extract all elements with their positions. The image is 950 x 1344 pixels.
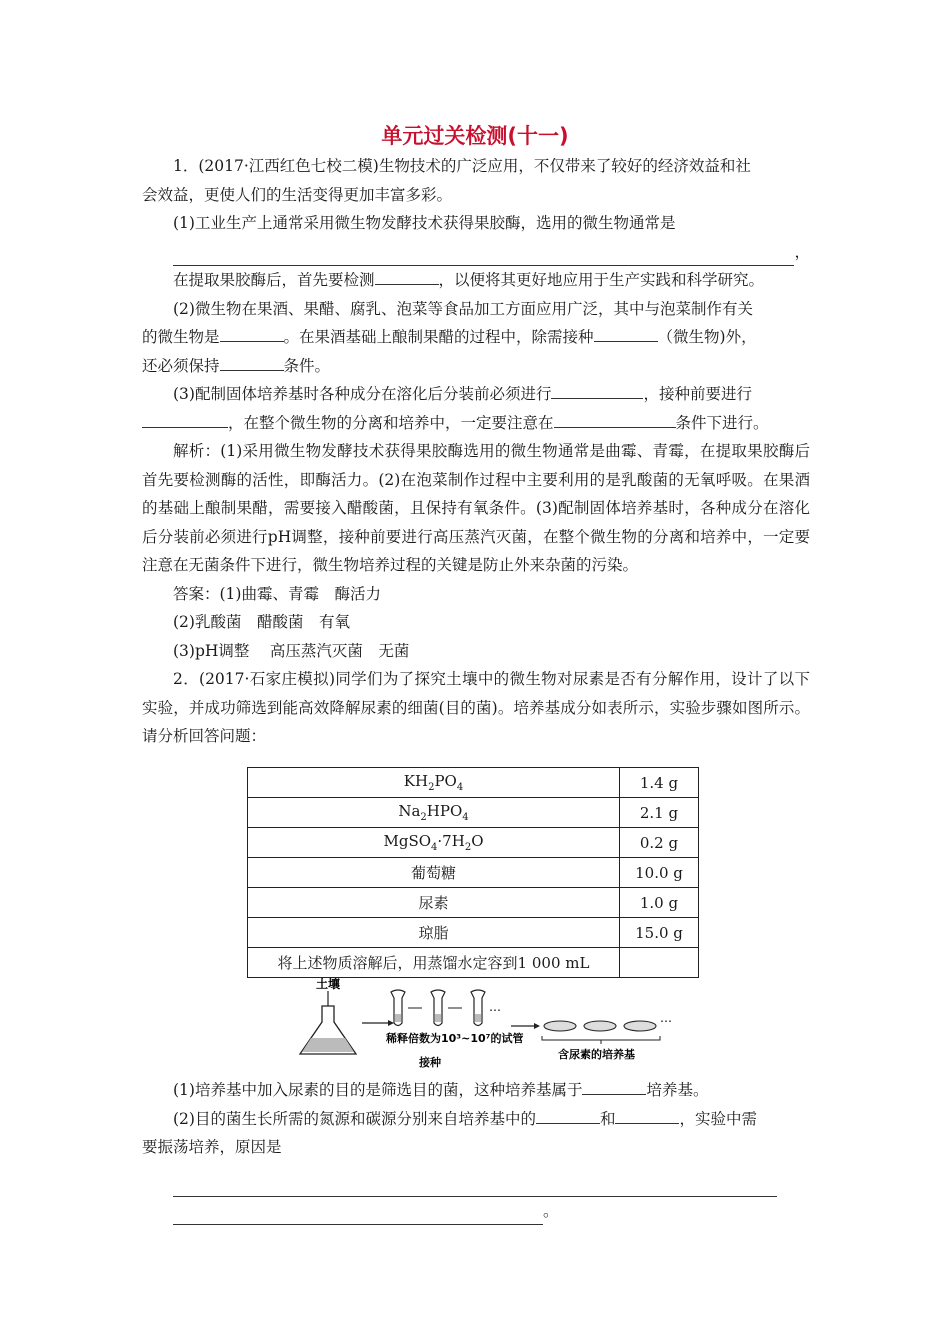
medium-composition-table [247,767,699,978]
q1-part2-line2 [142,323,810,352]
table-row [248,798,699,828]
q1-part2-text-d: 还必须保持 [142,356,220,375]
q1-part1b [142,266,810,295]
table-cell-amount: 10.0 g [620,858,699,888]
question-2-parts [142,1076,810,1225]
q1-blank-aseptic[interactable] [554,409,676,428]
q1-blank-enzyme-test[interactable] [375,266,439,285]
q2-answer-row-2 [142,1197,810,1226]
q1-answer-1: 答案：(1)曲霉、青霉 酶活力 [173,584,381,603]
plates-label: 含尿素的培养基 [558,1048,635,1061]
q1-part1 [142,209,810,238]
table-cell-name: $Na_2HPO_4$ [248,798,620,828]
table-row [248,948,699,978]
q1-blank-sterilize[interactable] [142,409,228,428]
table-row [248,918,699,948]
arrowhead-icon [388,1020,394,1026]
q1-stem-line1: 1．(2017·江西红色七校二模)生物技术的广泛应用，不仅带来了较好的经济效益和社 [173,157,751,175]
q2-answer-line-1[interactable] [173,1174,777,1197]
q2-part2 [142,1105,810,1134]
q2-part1-text-b: 培养基。 [646,1081,709,1099]
q2-part1-text-a: (1)培养基中加入尿素的目的是筛选目的菌，这种培养基属于 [173,1081,583,1099]
q1-analysis: 解析：(1)采用微生物发酵技术获得果胶酶选用的微生物通常是曲霉、青霉，在提取果胶酶后首先要检测酶的活性，即酶活力。(2)在泡菜制作过程中主要利用的是乳酸菌的无氧呼吸。在果酒的基础上酿制果醋，需要接入醋酸菌，且保持有氧条件。(3)配制固体培养基时，各种成分在溶化后分装前必须进行pH调整，接种前要进行高压蒸汽灭菌，在整个微生物的分离和培养中，一定要注意在无菌条件下进行，微生物培养过程的关键是防止外来杂菌的污染。 [142,442,810,574]
q2-blank-carbon[interactable] [615,1105,679,1124]
q1-part2-text-b: 。在果酒基础上酿制果醋的过程中，除需接种 [283,328,594,346]
table-row [248,768,699,798]
table-cell-name: $KH_2PO_4$ [248,768,620,798]
table-cell-amount [620,948,699,978]
q2-part2-text-b: 和 [599,1109,616,1128]
q1-part1b-text-b: ，以便将其更好地应用于生产实践和科学研究。 [438,271,765,289]
q1-stem [142,152,810,209]
q1-part2-line1: (2)微生物在果酒、果醋、腐乳、泡菜等食品加工方面应用广泛，其中与泡菜制作有关 [173,299,753,318]
soil-label: 土壤 [316,978,341,991]
table-cell-name: 尿素 [248,888,620,918]
tubes-label: 稀释倍数为10³~10⁷的试管 [386,1032,524,1045]
q2-part2-text-c: ，实验中需 [679,1109,757,1128]
q2-part2-text-a: (2)目的菌生长所需的氮源和碳源分别来自培养基中的 [173,1109,536,1128]
table-cell-amount: 0.2 g [620,828,699,858]
q2-blank-nitrogen[interactable] [536,1105,600,1124]
q2-answer-period: 。 [543,1201,559,1220]
q1-part2-text-a: 的微生物是 [142,328,220,346]
q1-part1-answer-line[interactable] [173,243,794,266]
table-row [248,828,699,858]
page-title: 单元过关检测(十一) [381,124,569,148]
flask-icon [300,991,356,1054]
table-cell-amount: 1.0 g [620,888,699,918]
q2-part2-line2: 要振荡培养，原因是 [142,1138,282,1156]
q1-part3-text-b: ，接种前要进行 [643,385,752,403]
q1-part1b-text-a: 在提取果胶酶后，首先要检测 [173,271,375,289]
q1-part2-text-c: （微生物)外， [657,328,757,346]
q1-answer-3: (3)pH调整 高压蒸汽灭菌 无菌 [173,641,410,660]
q1-blank-pickle-microbe[interactable] [220,323,284,342]
q1-part3-line2 [142,409,810,438]
q1-part1-text: (1)工业生产上通常采用微生物发酵技术获得果胶酶，选用的微生物通常是 [173,214,676,232]
q1-part3 [142,380,810,409]
table-cell-name: 葡萄糖 [248,858,620,888]
q2-blank-medium-type[interactable] [582,1076,646,1095]
table-cell-amount: 2.1 g [620,798,699,828]
q1-part1-answer-row [142,238,810,267]
table-row [248,888,699,918]
q1-blank-ph-adjust[interactable] [551,380,643,399]
q2-stem: 2．(2017·石家庄模拟)同学们为了探究土壤中的微生物对尿素是否有分解作用，设计了以下实验，并成功筛选到能高效降解尿素的细菌(目的菌)。培养基成分如表所示，实验步骤如图所示。请分析回答问题： [142,670,810,745]
q1-blank-vinegar-microbe[interactable] [594,323,658,342]
table-cell-name: 将上述物质溶解后，用蒸馏水定容到1 000 mL [248,948,620,978]
question-1-block [142,152,810,751]
q1-stem-line2: 会效益，更使人们的生活变得更加丰富多彩。 [142,185,453,204]
table-cell-name: $MgSO_4\cdot 7H_2O$ [248,828,620,858]
q1-part3-text-c: ，在整个微生物的分离和培养中，一定要注意在 [228,413,554,432]
q2-part1 [142,1076,810,1105]
q1-part3-text-a: (3)配制固体培养基时各种成分在溶化后分装前必须进行 [173,385,552,403]
plates-ellipsis: … [660,1011,672,1025]
brace-icon [542,1036,660,1044]
arrowhead-icon [534,1023,540,1029]
q1-part3-text-d: 条件下进行。 [675,413,769,432]
experiment-steps-diagram [296,978,696,1078]
test-tubes-icon [391,990,501,1026]
table-cell-name: 琼脂 [248,918,620,948]
q1-part2 [142,295,810,324]
q1-part2-text-e: 条件。 [283,356,331,375]
petri-dish-icons [544,1011,672,1031]
table-cell-amount: 15.0 g [620,918,699,948]
table-cell-amount: 1.4 g [620,768,699,798]
q1-blank-condition[interactable] [220,352,284,371]
inoculate-label: 接种 [419,1056,441,1069]
q1-answer-2: (2)乳酸菌 醋酸菌 有氧 [173,613,350,631]
table-row [248,858,699,888]
q1-part1-comma: ， [794,242,810,261]
q1-part2-line3 [142,352,810,381]
q2-answer-line-2[interactable] [173,1202,543,1225]
tubes-ellipsis: … [489,1000,501,1014]
